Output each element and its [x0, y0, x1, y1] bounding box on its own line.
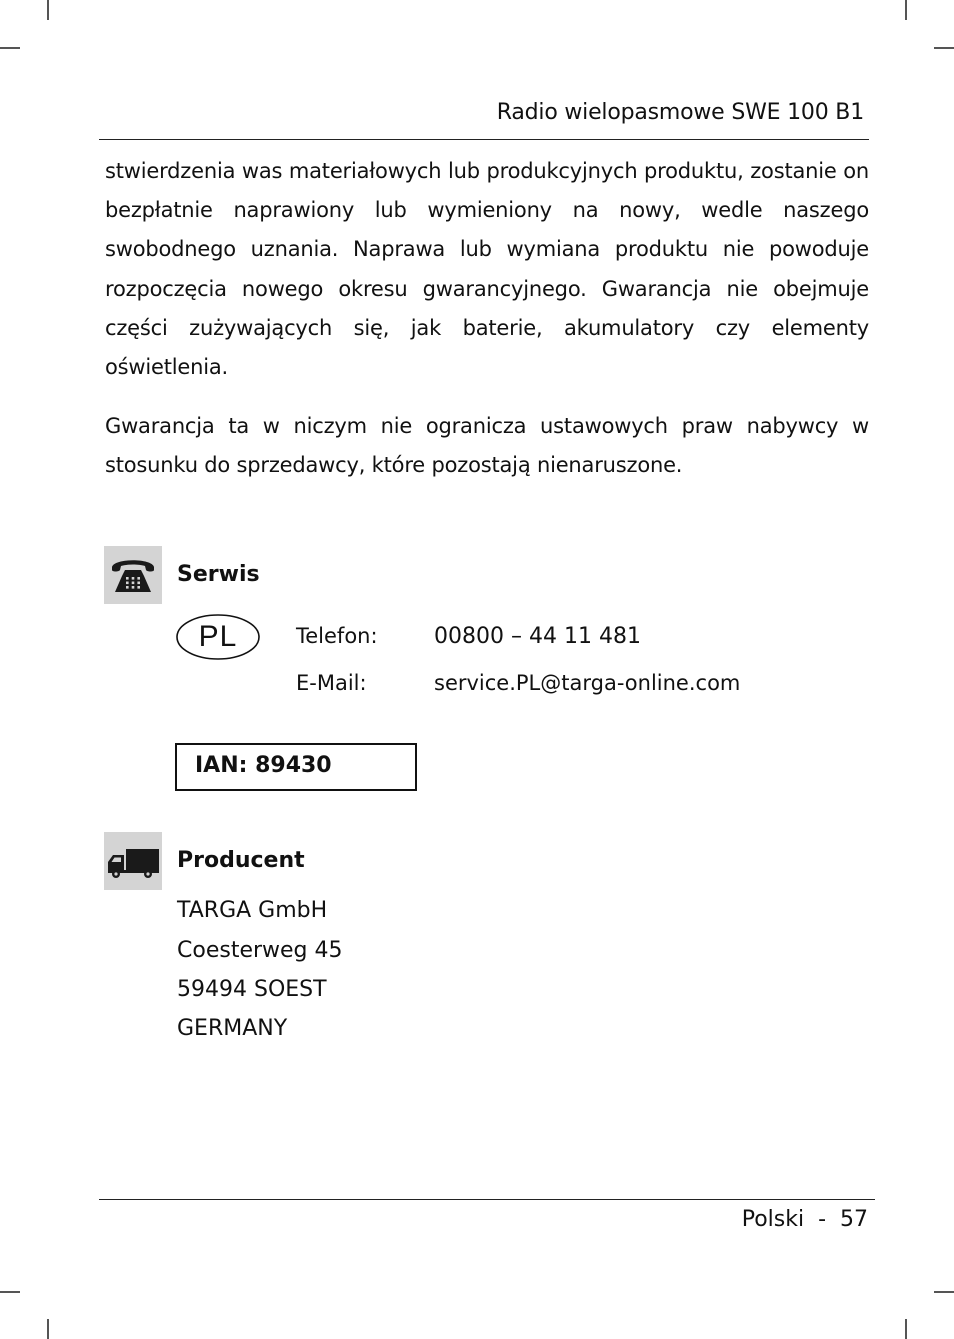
email-address: service.PL@targa-online.com [434, 671, 741, 695]
producer-heading: Producent [177, 848, 305, 873]
ian-number: IAN: 89430 [195, 753, 332, 778]
country-badge [176, 614, 260, 660]
crop-mark [905, 1319, 907, 1339]
address-company: TARGA GmbH [177, 898, 328, 923]
warranty-paragraph: stwierdzenia was materiałowych lub produkcyjnych produktu, zostanie on bezpłatnie naprawiony lub wymieniony na nowy, wedle naszego swobodnego uznania. Naprawa lub wymiana produktu nie powoduje rozpoczęcia nowego okresu gwarancyjnego. Gwarancja nie obejmuje części zużywających się, jak baterie, akumulatory czy elementy oświetlenia. [105, 159, 869, 380]
page-footer: Polski - 57 [741, 1207, 868, 1232]
footer-rule [99, 1199, 875, 1200]
crop-mark [47, 1319, 49, 1339]
page-header-title: Radio wielopasmowe SWE 100 B1 [496, 100, 864, 125]
address-country: GERMANY [177, 1016, 288, 1041]
email-label: E-Mail: [296, 671, 367, 695]
service-heading: Serwis [177, 562, 260, 587]
header-rule [99, 139, 869, 140]
address-street: Coesterweg 45 [177, 938, 343, 963]
ian-box [175, 743, 417, 791]
crop-mark [47, 0, 49, 20]
address-city: 59494 SOEST [177, 977, 327, 1002]
crop-mark [0, 1291, 20, 1293]
truck-icon [104, 832, 162, 890]
country-badge-label: PL [198, 620, 238, 653]
phone-label: Telefon: [296, 624, 378, 648]
telephone-icon [104, 546, 162, 604]
crop-mark [934, 1291, 954, 1293]
crop-mark [905, 0, 907, 20]
crop-mark [0, 47, 20, 49]
phone-number: 00800 – 44 11 481 [434, 624, 641, 649]
crop-mark [934, 47, 954, 49]
warranty-rights-paragraph: Gwarancja ta w niczym nie ogranicza ustawowych praw nabywcy w stosunku do sprzedawcy, które pozostają nienaruszone. [105, 414, 869, 478]
